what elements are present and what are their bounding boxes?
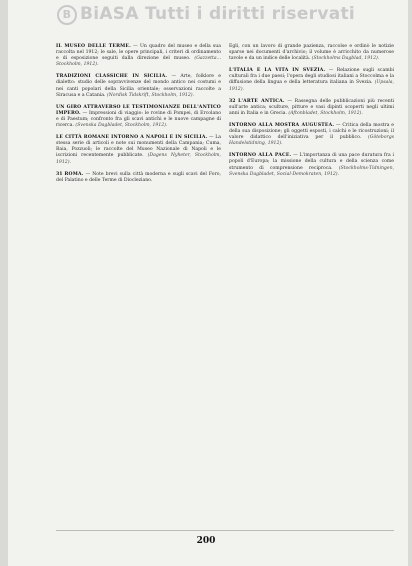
- entry-paragraph: [56, 44, 221, 68]
- bibliography-entry: [56, 74, 221, 98]
- entry-source: (Stockholms Dagblad, 1912).: [311, 56, 380, 62]
- page-number: 200: [196, 536, 216, 546]
- entry-text: — Critica della mostra e della sua disposizione; gli oggetti esposti, i calchi e le ricostruzioni; il valore didattico dell'iniziativa per il pubblico.: [229, 122, 395, 141]
- entry-text: — Impressioni di viaggio: le rovine di Pompei, di Ercolano e di Paestum; confronto fra gli scavi antichi e le nuove campagne di ricerca.: [56, 110, 221, 129]
- entry-title: TRADIZIONI CLASSICHE IN SICILIA.: [56, 74, 168, 80]
- entry-source: (Aftonbladet, Stockholm, 1912).: [288, 110, 363, 116]
- entry-paragraph: [56, 105, 221, 129]
- entry-source: (Göteborgs Handelstidning, 1912).: [229, 135, 394, 147]
- entry-text: — Un quadro del museo e della sua raccolta nel 1912; le sale, le opere principali, i criteri di ordinamento e di esposizione seguiti dalla direzione del museo.: [56, 44, 221, 62]
- bibliography-entry: [56, 135, 221, 165]
- entry-title: UN GIRO ATTRAVERSO LE TESTIMONIANZE DELL'ANTICO IMPERO.: [56, 104, 221, 116]
- watermark-text: BiASA Tutti i diritti riservati: [79, 4, 356, 24]
- entry-text: — Rassegna delle pubblicazioni più recenti sull'arte antica; sculture, pitture e vasi dipinti scoperti negli ultimi anni in Italia e in Grecia.: [229, 98, 394, 116]
- entry-text: Egli, con un lavoro di grande pazienza, raccolse e ordinò le notizie sparse nei documenti d'archivio; il volume è arricchito da numerose tavole e da un indice delle località.: [229, 44, 394, 62]
- footer-rule: [56, 530, 394, 531]
- bibliography-entry: [229, 44, 394, 62]
- entry-source: (Svenska Dagbladet, Stockholm, 1912).: [75, 123, 168, 129]
- entry-paragraph: [56, 74, 221, 98]
- entry-paragraph: [229, 68, 394, 92]
- entry-text: — Arte, folklore e dialetto: studio delle sopravvivenze del mondo antico nei costumi e nei canti popolari della Sicilia orientale; osservazioni raccolte a Siracusa e a Catania.: [56, 74, 222, 98]
- entry-paragraph: [229, 153, 394, 177]
- entry-paragraph: [229, 123, 394, 147]
- entry-number: 32: [229, 98, 236, 104]
- entry-text: — La stessa serie di articoli e note sui monumenti della Campania; Cuma, Baia, Pozzuoli; le raccolte del Museo Nazionale di Napoli e le iscrizioni recentemente pubblicate.: [56, 135, 222, 159]
- entry-title: ROMA.: [64, 171, 84, 177]
- bibliography-entry: [229, 99, 394, 117]
- left-column: [56, 44, 221, 190]
- entry-source: (Gazzetta... Stockholm, 1912).: [56, 56, 221, 68]
- entry-text: — L'importanza di una pace duratura fra i popoli d'Europa; la missione della cultura e della scienza come strumento di comprensione reciproca.: [229, 153, 394, 171]
- biasa-logo-icon: B: [57, 5, 77, 25]
- entry-title: L'ITALIA E LA VITA IN SVEZIA.: [229, 68, 326, 74]
- entry-source: (Nordisk Tidskrift, Stockholm, 1912).: [106, 92, 195, 98]
- entry-title: LE CITTÀ ROMANE INTORNO A NAPOLI E IN SICILIA.: [56, 135, 208, 141]
- entry-title: INTORNO ALLA MOSTRA AUGUSTEA.: [229, 122, 335, 128]
- entry-source: (Stockholms-Tidningen, Svenska Dagbladet, Social-Demokraten, 1912).: [229, 165, 394, 177]
- entry-paragraph: [56, 135, 221, 165]
- entry-title: L'ARTE ANTICA.: [238, 98, 285, 104]
- entry-source: (Upsala, 1912).: [229, 80, 394, 92]
- entry-paragraph: [229, 99, 394, 117]
- bibliography-entry: [56, 105, 221, 129]
- entry-title: INTORNO ALLA PACE.: [229, 153, 292, 159]
- entry-title: IL MUSEO DELLE TERME.: [56, 44, 131, 49]
- entry-text: — Note brevi sulla città moderna e sugli scavi del Foro, del Palatino e delle Terme di Diocleziano.: [56, 171, 221, 183]
- bibliography-entry: [229, 123, 394, 147]
- right-column: [229, 44, 394, 184]
- bibliography-entry: [229, 68, 394, 92]
- entry-paragraph: [229, 44, 394, 62]
- entry-text: — Relazione sugli scambi culturali fra i due paesi; l'opera degli studiosi italiani a Stoccolma e la diffusione della lingua e della letteratura italiana in Svezia.: [229, 68, 394, 86]
- entry-source: (Dagens Nyheter, Stockholm, 1912).: [56, 153, 221, 165]
- entry-number: 31: [56, 171, 63, 177]
- entry-paragraph: [56, 172, 221, 184]
- bibliography-entry: [56, 44, 221, 68]
- bibliography-entry: [56, 172, 221, 184]
- watermark: [0, 4, 412, 25]
- bibliography-entry: [229, 153, 394, 177]
